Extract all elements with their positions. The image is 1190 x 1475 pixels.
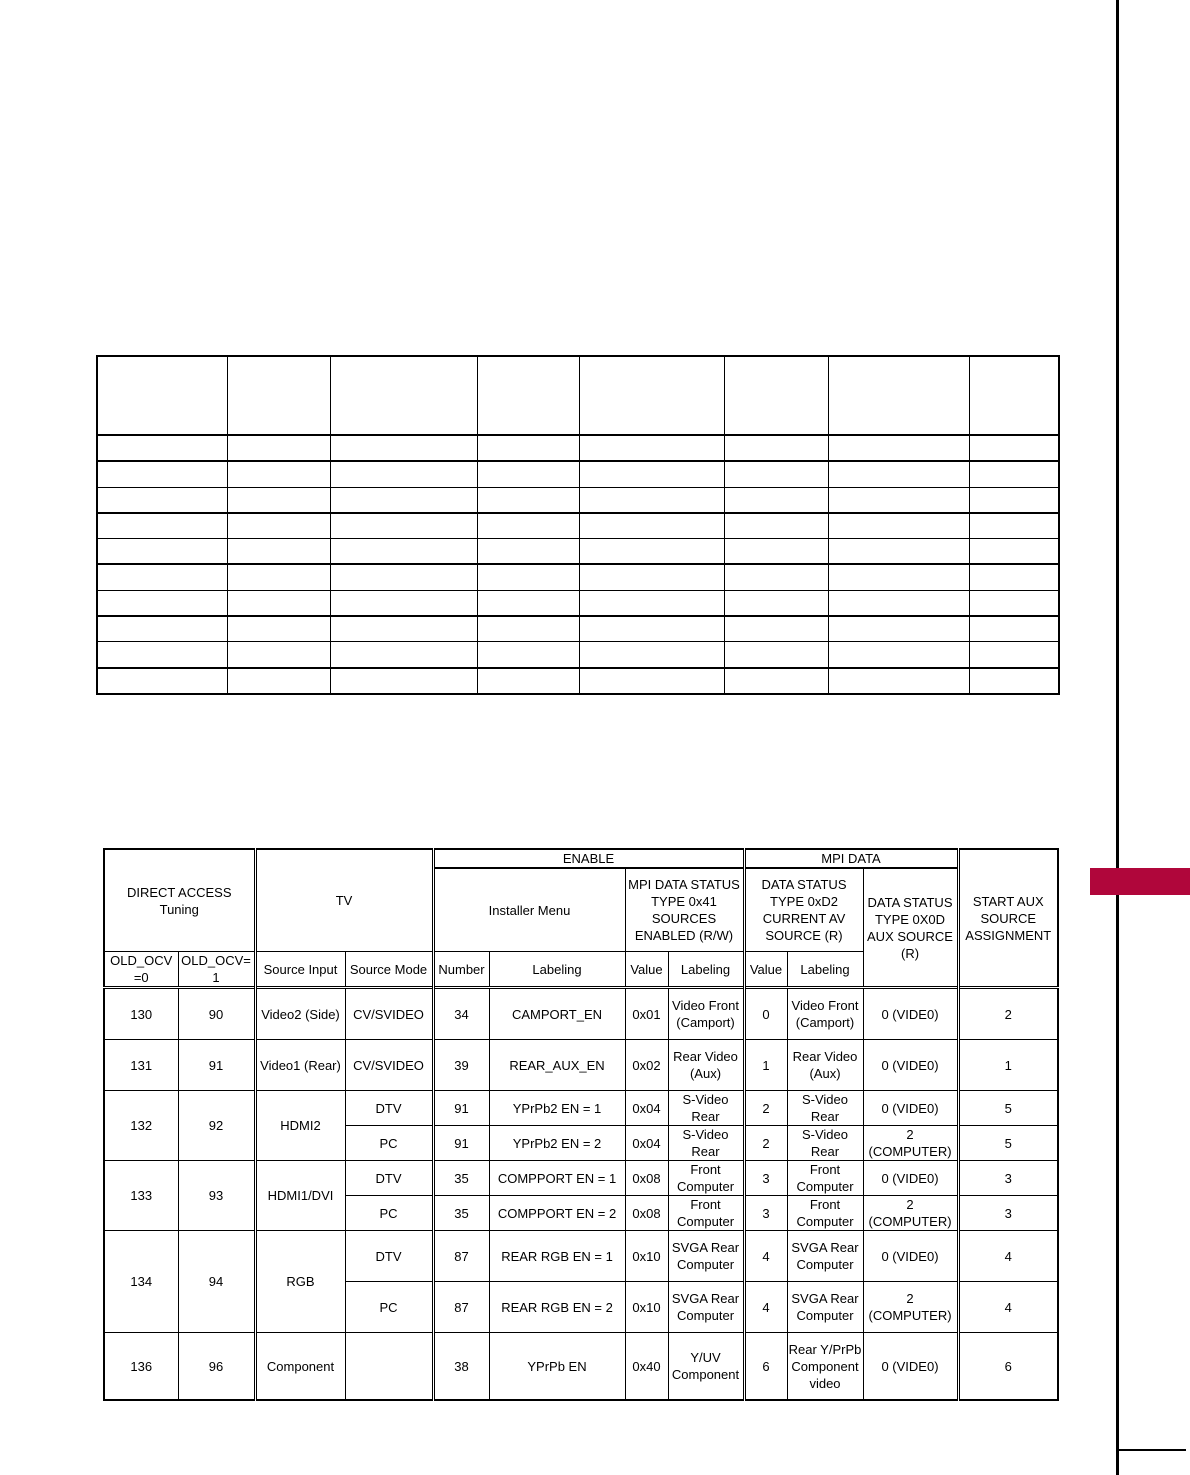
number-cell: 87 <box>433 1282 489 1333</box>
current-value-cell: 4 <box>744 1282 787 1333</box>
number-header: Number <box>433 952 489 988</box>
empty-grid-row <box>97 642 1059 668</box>
source-input-header: Source Input <box>255 952 345 988</box>
data-status-d2-header: DATA STATUS TYPE 0xD2 CURRENT AV SOURCE (R) <box>744 868 863 952</box>
old-ocv0-cell: 131 <box>104 1040 178 1091</box>
value-cell: 0x10 <box>625 1282 668 1333</box>
value-cell: 0x04 <box>625 1091 668 1126</box>
aux-source-cell: 0 (VIDE0) <box>863 1091 958 1126</box>
labeling-cell: COMPPORT EN = 2 <box>489 1196 625 1231</box>
old-ocv0-cell: 136 <box>104 1333 178 1401</box>
aux-source-cell: 0 (VIDE0) <box>863 988 958 1040</box>
empty-grid-row <box>97 539 1059 565</box>
mpi-labeling-cell: Front Computer <box>668 1161 744 1196</box>
current-labeling-cell: S-Video Rear <box>787 1126 863 1161</box>
source-mode-cell: PC <box>345 1196 433 1231</box>
source-mode-cell: DTV <box>345 1091 433 1126</box>
start-aux-cell: 5 <box>958 1126 1058 1161</box>
current-value-cell: 6 <box>744 1333 787 1401</box>
table-row <box>104 1333 1058 1401</box>
start-aux-cell: 3 <box>958 1161 1058 1196</box>
source-mode-cell: DTV <box>345 1231 433 1282</box>
aux-source-cell: 0 (VIDE0) <box>863 1161 958 1196</box>
value-cell: 0x02 <box>625 1040 668 1091</box>
source-input-cell: RGB <box>255 1231 345 1333</box>
source-input-cell: HDMI1/DVI <box>255 1161 345 1231</box>
current-labeling-cell: SVGA Rear Computer <box>787 1282 863 1333</box>
start-aux-cell: 5 <box>958 1091 1058 1126</box>
current-labeling-header: Labeling <box>787 952 863 988</box>
current-labeling-cell: SVGA Rear Computer <box>787 1231 863 1282</box>
current-labeling-cell: Front Computer <box>787 1196 863 1231</box>
aux-source-cell: 0 (VIDE0) <box>863 1040 958 1091</box>
old-ocv1-cell: 93 <box>178 1161 255 1231</box>
enable-section-header: ENABLE <box>433 849 744 868</box>
mpi-labeling-cell: SVGA Rear Computer <box>668 1231 744 1282</box>
aux-source-cell: 0 (VIDE0) <box>863 1333 958 1401</box>
old-ocv1-cell: 96 <box>178 1333 255 1401</box>
start-aux-cell: 2 <box>958 988 1058 1040</box>
current-value-cell: 0 <box>744 988 787 1040</box>
old-ocv0-header: OLD_OCV =0 <box>104 952 178 988</box>
empty-grid-row <box>97 616 1059 642</box>
number-cell: 91 <box>433 1126 489 1161</box>
aux-source-cell: 2 (COMPUTER) <box>863 1282 958 1333</box>
labeling-cell: REAR_AUX_EN <box>489 1040 625 1091</box>
start-aux-cell: 6 <box>958 1333 1058 1401</box>
labeling-cell: REAR RGB EN = 1 <box>489 1231 625 1282</box>
current-value-cell: 3 <box>744 1161 787 1196</box>
empty-grid-row <box>97 564 1059 590</box>
mpi-labeling-cell: Front Computer <box>668 1196 744 1231</box>
aux-source-cell: 2 (COMPUTER) <box>863 1196 958 1231</box>
old-ocv0-cell: 133 <box>104 1161 178 1231</box>
number-cell: 39 <box>433 1040 489 1091</box>
mpi-labeling-cell: Y/UV Component <box>668 1333 744 1401</box>
number-cell: 38 <box>433 1333 489 1401</box>
value-cell: 0x40 <box>625 1333 668 1401</box>
mpi-labeling-cell: S-Video Rear <box>668 1126 744 1161</box>
empty-grid-header-row <box>97 356 1059 435</box>
mpi-labeling-cell: S-Video Rear <box>668 1091 744 1126</box>
current-value-cell: 3 <box>744 1196 787 1231</box>
start-aux-cell: 3 <box>958 1196 1058 1231</box>
installer-menu-header: Installer Menu <box>433 868 625 952</box>
source-assignment-table <box>103 848 1059 1401</box>
value-cell: 0x10 <box>625 1231 668 1282</box>
source-mode-cell: DTV <box>345 1161 433 1196</box>
old-ocv1-cell: 91 <box>178 1040 255 1091</box>
mpi-status-type-header: MPI DATA STATUS TYPE 0x41 SOURCES ENABLED (R/W) <box>625 868 744 952</box>
table-row <box>104 988 1058 1040</box>
old-ocv1-header: OLD_OCV= 1 <box>178 952 255 988</box>
labeling-cell: YPrPb2 EN = 2 <box>489 1126 625 1161</box>
value-cell: 0x01 <box>625 988 668 1040</box>
source-mode-cell <box>345 1333 433 1401</box>
source-input-cell: Video2 (Side) <box>255 988 345 1040</box>
section-header-row <box>104 849 1058 868</box>
labeling-cell: COMPPORT EN = 1 <box>489 1161 625 1196</box>
source-mode-header: Source Mode <box>345 952 433 988</box>
empty-grid-row <box>97 435 1059 461</box>
mpi-labeling-cell: SVGA Rear Computer <box>668 1282 744 1333</box>
start-aux-cell: 1 <box>958 1040 1058 1091</box>
labeling-cell: CAMPORT_EN <box>489 988 625 1040</box>
old-ocv1-cell: 94 <box>178 1231 255 1333</box>
aux-source-cell: 0 (VIDE0) <box>863 1231 958 1282</box>
old-ocv0-cell: 134 <box>104 1231 178 1333</box>
source-mode-cell: PC <box>345 1126 433 1161</box>
source-input-cell: Video1 (Rear) <box>255 1040 345 1091</box>
current-labeling-cell: Video Front (Camport) <box>787 988 863 1040</box>
value-cell: 0x08 <box>625 1161 668 1196</box>
value-header: Value <box>625 952 668 988</box>
mpi-data-section-header: MPI DATA <box>744 849 958 868</box>
number-cell: 35 <box>433 1196 489 1231</box>
labeling-header: Labeling <box>489 952 625 988</box>
value-cell: 0x08 <box>625 1196 668 1231</box>
number-cell: 35 <box>433 1161 489 1196</box>
direct-access-header: DIRECT ACCESS Tuning <box>104 849 255 952</box>
current-labeling-cell: S-Video Rear <box>787 1091 863 1126</box>
empty-grid-row <box>97 590 1059 616</box>
table-row <box>104 1161 1058 1196</box>
source-input-cell: HDMI2 <box>255 1091 345 1161</box>
source-mode-cell: CV/SVIDEO <box>345 988 433 1040</box>
source-mode-cell: PC <box>345 1282 433 1333</box>
current-value-header: Value <box>744 952 787 988</box>
table-row <box>104 1091 1058 1126</box>
table-row <box>104 1231 1058 1282</box>
empty-grid-row <box>97 461 1059 487</box>
old-ocv1-cell: 92 <box>178 1091 255 1161</box>
current-labeling-cell: Rear Y/PrPb Component video <box>787 1333 863 1401</box>
start-aux-header: START AUX SOURCE ASSIGNMENT <box>958 849 1058 988</box>
empty-grid-row <box>97 513 1059 539</box>
page-edge-rule <box>1116 0 1119 1475</box>
section-tab-marker <box>1090 868 1190 895</box>
mpi-labeling-cell: Rear Video (Aux) <box>668 1040 744 1091</box>
number-cell: 87 <box>433 1231 489 1282</box>
table-row <box>104 1040 1058 1091</box>
empty-grid-row <box>97 487 1059 513</box>
current-value-cell: 2 <box>744 1126 787 1161</box>
footer-rule <box>1116 1449 1186 1451</box>
mpi-labeling-header: Labeling <box>668 952 744 988</box>
labeling-cell: YPrPb2 EN = 1 <box>489 1091 625 1126</box>
start-aux-cell: 4 <box>958 1231 1058 1282</box>
labeling-cell: YPrPb EN <box>489 1333 625 1401</box>
mpi-labeling-cell: Video Front (Camport) <box>668 988 744 1040</box>
current-value-cell: 4 <box>744 1231 787 1282</box>
old-ocv1-cell: 90 <box>178 988 255 1040</box>
current-value-cell: 1 <box>744 1040 787 1091</box>
current-value-cell: 2 <box>744 1091 787 1126</box>
aux-source-cell: 2 (COMPUTER) <box>863 1126 958 1161</box>
start-aux-cell: 4 <box>958 1282 1058 1333</box>
labeling-cell: REAR RGB EN = 2 <box>489 1282 625 1333</box>
tv-header: TV <box>255 849 433 952</box>
number-cell: 34 <box>433 988 489 1040</box>
current-labeling-cell: Rear Video (Aux) <box>787 1040 863 1091</box>
number-cell: 91 <box>433 1091 489 1126</box>
source-mode-cell: CV/SVIDEO <box>345 1040 433 1091</box>
source-input-cell: Component <box>255 1333 345 1401</box>
value-cell: 0x04 <box>625 1126 668 1161</box>
data-status-0d-header: DATA STATUS TYPE 0X0D AUX SOURCE (R) <box>863 868 958 988</box>
current-labeling-cell: Front Computer <box>787 1161 863 1196</box>
old-ocv0-cell: 130 <box>104 988 178 1040</box>
empty-grid-table <box>96 355 1060 695</box>
empty-grid-row <box>97 668 1059 694</box>
old-ocv0-cell: 132 <box>104 1091 178 1161</box>
